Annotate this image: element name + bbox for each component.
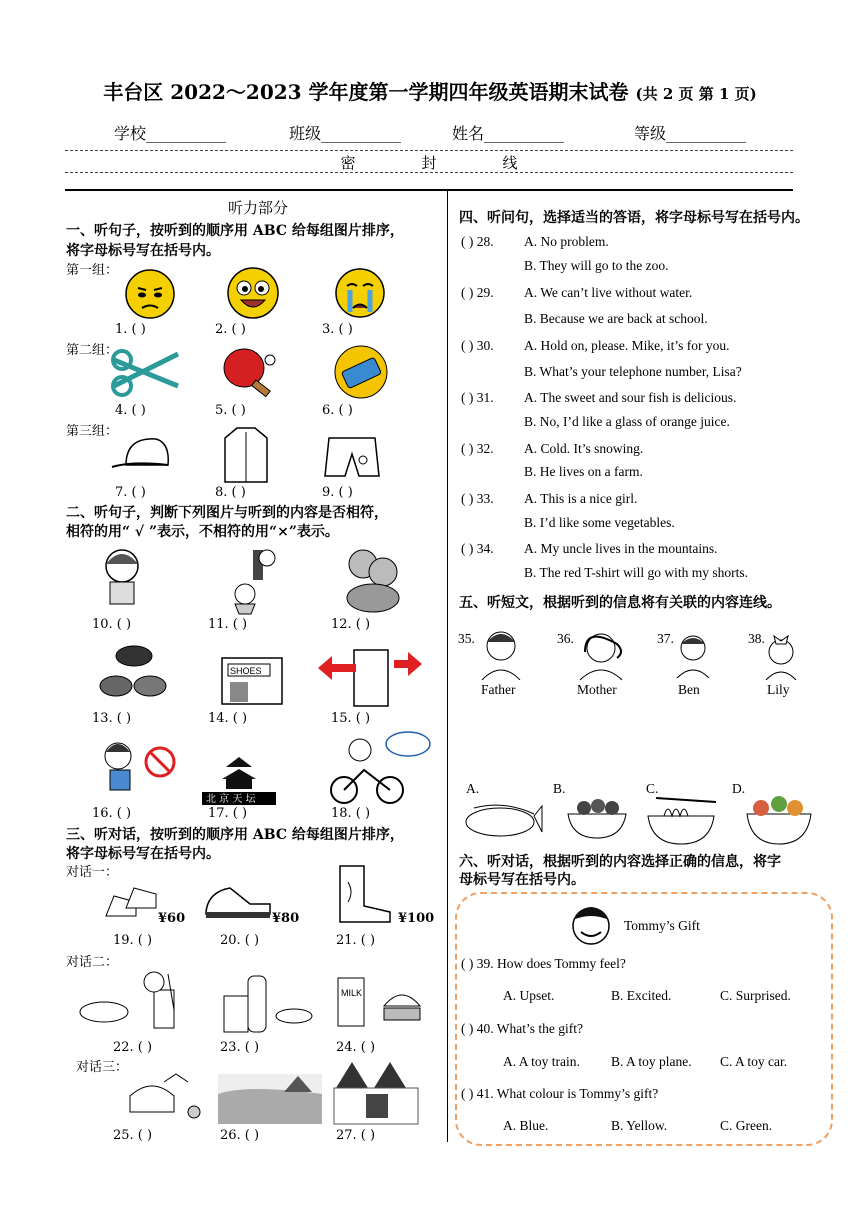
q33-blank[interactable]: ( ) 33. [461,491,494,506]
dialog3-label: 对话三： [76,1060,129,1075]
person-37-num: 37. [657,631,674,646]
group2-label: 第二组： [66,343,119,358]
q34-blank[interactable]: ( ) 34. [461,541,494,556]
sandals-icon [102,868,160,926]
sneakers-icon [202,874,274,922]
shoe-shop-icon [216,644,288,708]
item-26[interactable]: 26. ( ) [220,1128,260,1143]
yurt-icon [124,1072,204,1122]
boy-bicycle-icon [330,730,432,806]
q29-blank[interactable]: ( ) 29. [461,285,494,300]
part4-heading: 四、听问句，选择适当的答语，将字母标号写在括号内。 [459,210,809,226]
ping-pong-paddle-icon [220,346,278,400]
q40-question[interactable]: ( ) 40. What’s the gift? [461,1021,583,1036]
q40-option-a[interactable]: A. A toy train. [503,1054,580,1069]
item-2[interactable]: 2. ( ) [215,322,246,337]
q33-option-a[interactable]: A. This is a nice girl. [524,491,638,506]
person-35-num: 35. [458,631,475,646]
q30-option-b[interactable]: B. What’s your telephone number, Lisa? [524,364,742,379]
food-d-label: D. [732,781,746,796]
q41-option-b[interactable]: B. Yellow. [611,1118,668,1133]
person-36-num: 36. [557,631,574,646]
item-10[interactable]: 10. ( ) [92,617,132,632]
item-9[interactable]: 9. ( ) [322,485,353,500]
item-18[interactable]: 18. ( ) [331,806,371,821]
q34-option-b[interactable]: B. The red T-shirt will go with my shorts. [524,565,749,580]
listening-heading: 听力部分 [228,199,289,217]
q28-blank[interactable]: ( ) 28. [461,234,494,249]
group3-label: 第三组： [66,424,119,439]
part6-heading-line1: 六、听对话，根据听到的内容选择正确的信息，将字 [459,854,781,870]
q29-option-a[interactable]: A. We can’t live without water. [524,285,693,300]
q31-option-b[interactable]: B. No, I’d like a glass of orange juice. [524,414,730,429]
part6-heading-line2: 母标号写在括号内。 [459,872,585,888]
q41-question[interactable]: ( ) 41. What colour is Tommy’s gift? [461,1086,659,1101]
shorts-icon [323,434,381,482]
father-label: Father [481,682,516,697]
q32-blank[interactable]: ( ) 32. [461,441,494,456]
item-22[interactable]: 22. ( ) [113,1040,153,1055]
item-7[interactable]: 7. ( ) [115,485,146,500]
temple-caption: 北 京 天 坛 [206,794,256,805]
father-icon [478,624,524,680]
q31-blank[interactable]: ( ) 31. [461,390,494,405]
item-12[interactable]: 12. ( ) [331,617,371,632]
forest-house-icon [330,1058,422,1128]
part2-heading-line1: 二、听句子，判断下列图片与听到的内容是否相符， [66,505,388,521]
name-field[interactable]: 姓名__________ [452,124,565,143]
sad-girl-icon [92,540,152,612]
column-divider [447,190,448,1142]
item-4[interactable]: 4. ( ) [115,403,146,418]
part3-heading-line1: 三、听对话，按听到的顺序用 ABC 给每组图片排序， [66,827,404,843]
noodles-icon [646,792,718,846]
part5-heading: 五、听短文，根据听到的信息将有关联的内容连线。 [459,595,781,611]
tommy-gift-title: Tommy’s Gift [624,918,700,933]
q40-option-b[interactable]: B. A toy plane. [611,1054,692,1069]
q41-option-a[interactable]: A. Blue. [503,1118,549,1133]
q30-option-a[interactable]: A. Hold on, please. Mike, it’s for you. [524,338,730,353]
item-15[interactable]: 15. ( ) [331,711,371,726]
food-b-label: B. [553,781,566,796]
part1-heading-line2: 将字母标号写在括号内。 [66,243,220,259]
q39-option-b[interactable]: B. Excited. [611,988,672,1003]
q39-question[interactable]: ( ) 39. How does Tommy feel? [461,956,626,971]
dishes-icon [98,642,168,700]
cap-icon [110,431,174,481]
item-11[interactable]: 11. ( ) [208,617,248,632]
worried-face-icon [124,268,176,320]
milk-burger-icon [328,970,424,1034]
q39-option-c[interactable]: C. Surprised. [720,988,791,1003]
q34-option-a[interactable]: A. My uncle lives in the mountains. [524,541,718,556]
dialog2-label: 对话二： [66,955,119,970]
q39-option-a[interactable]: A. Upset. [503,988,555,1003]
item-20[interactable]: 20. ( ) [220,933,260,948]
lily-icon [762,630,800,680]
part3-heading-line2: 将字母标号写在括号内。 [66,846,220,862]
exam-title: 丰台区 2022～2023 学年度第一学期四年级英语期末试卷 (共 2 页 第 1 页) [103,80,757,104]
seal-line-bottom [65,172,793,173]
q40-option-c[interactable]: C. A toy car. [720,1054,788,1069]
group1-label: 第一组： [66,263,119,278]
temple-of-heaven-icon [202,737,276,805]
q28-option-a[interactable]: A. No problem. [524,234,609,249]
q30-blank[interactable]: ( ) 30. [461,338,494,353]
q41-option-c[interactable]: C. Green. [720,1118,773,1133]
q32-option-b[interactable]: B. He lives on a farm. [524,464,643,479]
person-38-num: 38. [748,631,765,646]
item-21[interactable]: 21. ( ) [336,933,376,948]
crying-face-icon [333,266,387,320]
part2-heading-line2: 相符的用“ √ ”表示，不相符的用“×”表示。 [66,524,339,540]
koala-icon [339,542,405,614]
item-23[interactable]: 23. ( ) [220,1040,260,1055]
q31-option-a[interactable]: A. The sweet and sour fish is delicious. [524,390,737,405]
price-sandals: ¥60 [158,911,186,926]
lily-label: Lily [767,682,790,697]
class-field[interactable]: 班级__________ [289,124,402,143]
price-boots: ¥100 [398,911,435,926]
landscape-icon [218,1074,322,1124]
dialog1-label: 对话一： [66,865,119,880]
q32-option-a[interactable]: A. Cold. It’s snowing. [524,441,644,456]
pencil-sharpener-icon [331,344,391,400]
pizza-juice-icon [78,970,196,1032]
scissors-icon [108,346,182,400]
food-c-label: C. [646,781,659,796]
item-27[interactable]: 27. ( ) [336,1128,376,1143]
q29-option-b[interactable]: B. Because we are back at school. [524,311,708,326]
item-13[interactable]: 13. ( ) [92,711,132,726]
grade-field[interactable]: 等级__________ [634,124,747,143]
shoes-sign-text: SHOES [230,666,262,676]
boy-phone-icon [215,540,281,616]
seal-line-top [65,150,793,151]
part1-heading-line1: 一、听句子，按听到的顺序用 ABC 给每组图片排序， [66,223,404,239]
jacket-icon [223,424,269,484]
item-16[interactable]: 16. ( ) [92,806,132,821]
item-5[interactable]: 5. ( ) [215,403,246,418]
item-1[interactable]: 1. ( ) [115,322,146,337]
fish-icon [460,796,544,840]
item-25[interactable]: 25. ( ) [113,1128,153,1143]
mother-icon [576,624,626,680]
item-24[interactable]: 24. ( ) [336,1040,376,1055]
item-3[interactable]: 3. ( ) [322,322,353,337]
item-6[interactable]: 6. ( ) [322,403,353,418]
school-field[interactable]: 学校__________ [114,124,227,143]
header-rule [65,189,793,191]
excited-face-icon [225,266,281,320]
mother-label: Mother [577,682,617,697]
food-a-label: A. [466,781,480,796]
ben-label: Ben [678,682,700,697]
item-14[interactable]: 14. ( ) [208,711,248,726]
no-smoking-boy-icon [98,736,186,804]
q33-option-b[interactable]: B. I’d like some vegetables. [524,515,675,530]
price-sneakers: ¥80 [272,911,300,926]
door-arrows-icon [318,646,422,708]
meatballs-icon [566,796,628,840]
item-8[interactable]: 8. ( ) [215,485,246,500]
milk-label-text: MILK [341,988,363,998]
item-19[interactable]: 19. ( ) [113,933,153,948]
item-17[interactable]: 17. ( ) [208,806,248,821]
milk-hotdog-icon [218,970,314,1034]
boots-icon [326,862,396,926]
tommy-face-icon [565,900,617,946]
salad-icon [745,792,813,846]
seal-text: 密 封 线 [340,154,520,172]
q28-option-b[interactable]: B. They will go to the zoo. [524,258,669,273]
ben-icon [673,630,713,678]
